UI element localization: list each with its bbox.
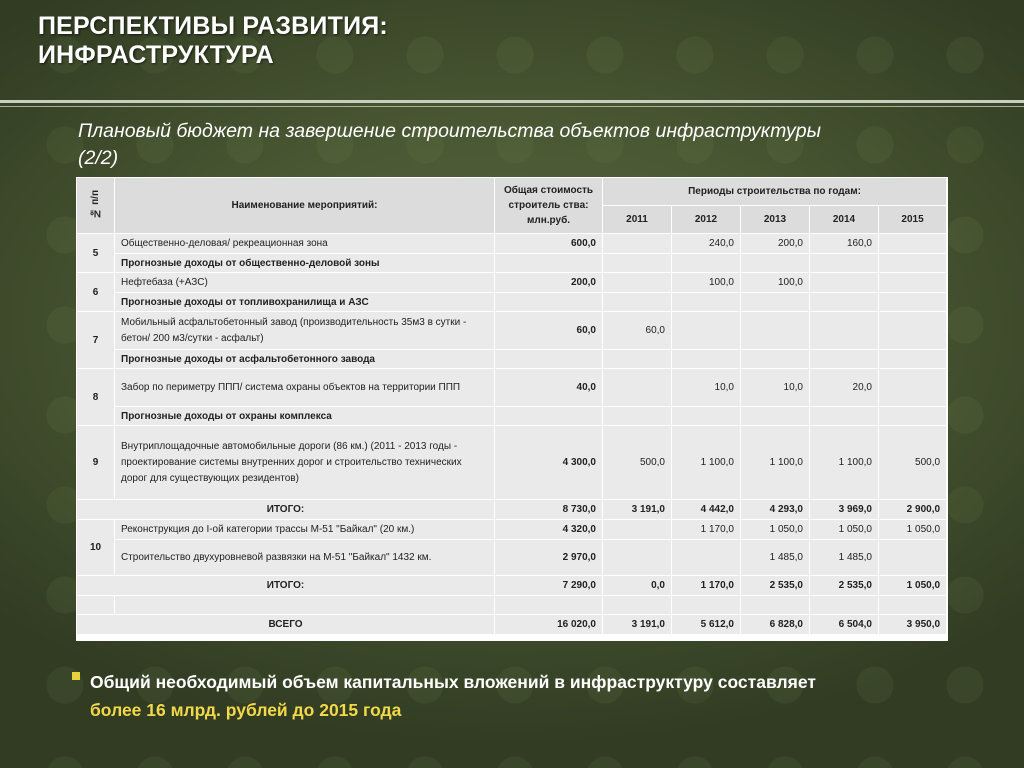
row-name: Строительство двухуровневой развязки на М-51 "Байкал" 1432 км. [115,540,495,576]
row-name: Внутриплощадочные автомобильные дороги (86 км.) (2011 - 2013 годы - проектирование системы внутренних дорог и строительство технических дорог для существующих резидентов) [115,426,495,500]
header-periods: Периоды строительства по годам: [603,178,947,206]
header-year: 2015 [879,206,947,234]
row-2014 [810,273,879,293]
row-2013: 2 535,0 [741,576,810,596]
row-2015 [879,234,947,254]
row-2011 [603,520,672,540]
total-row [77,615,947,635]
row-2014: 20,0 [810,369,879,407]
row-2012 [672,312,741,350]
row-2012 [672,540,741,576]
row-cost: 40,0 [495,369,603,407]
header-cost: Общая стоимость строитель ства: млн.руб. [495,178,603,234]
title-line-1: ПЕРСПЕКТИВЫ РАЗВИТИЯ: [38,12,388,40]
row-2011: 60,0 [603,312,672,350]
subtitle-line-1: Плановый бюджет на завершение строительства объектов инфраструктуры [78,120,821,142]
header-year: 2012 [672,206,741,234]
row-forecast-income: Прогнозные доходы от асфальтобетонного завода [115,350,495,369]
row-forecast-income: Прогнозные доходы от охраны комплекса [115,407,495,426]
table-row [77,234,947,254]
summary-text [90,668,950,724]
row-2015: 500,0 [879,426,947,500]
row-2011 [603,234,672,254]
table-row [77,520,947,540]
empty-row [77,596,947,615]
subtotal-label: ИТОГО: [77,500,495,520]
total-label: ВСЕГО [77,615,495,635]
row-name: Общественно-деловая/ рекреационная зона [115,234,495,254]
row-name: Реконструкция до I-ой категории трассы М-51 "Байкал" (20 км.) [115,520,495,540]
row-2014: 1 050,0 [810,520,879,540]
summary-line-1: Общий необходимый объем капитальных вложений в инфраструктуру составляет [90,672,816,692]
table-row [77,369,947,407]
row-cost: 600,0 [495,234,603,254]
budget-table [76,177,947,635]
row-2011 [603,273,672,293]
row-name: Забор по периметру ППП/ система охраны объектов на территории ППП [115,369,495,407]
row-2011: 3 191,0 [603,615,672,635]
row-number: 8 [77,369,115,426]
row-2013: 1 485,0 [741,540,810,576]
row-2013 [741,312,810,350]
header-year: 2013 [741,206,810,234]
row-name: Нефтебаза (+АЗС) [115,273,495,293]
header-divider [0,100,1024,103]
row-2013: 6 828,0 [741,615,810,635]
row-cost: 4 300,0 [495,426,603,500]
row-cost: 200,0 [495,273,603,293]
table-row [77,254,947,273]
budget-table-container [76,177,948,641]
row-2013: 1 050,0 [741,520,810,540]
header-year: 2011 [603,206,672,234]
row-2015: 1 050,0 [879,520,947,540]
row-2012: 5 612,0 [672,615,741,635]
row-2014: 160,0 [810,234,879,254]
row-2013: 10,0 [741,369,810,407]
row-2014: 2 535,0 [810,576,879,596]
row-2013: 4 293,0 [741,500,810,520]
table-row [77,426,947,500]
subtotal-label: ИТОГО: [77,576,495,596]
subtotal-row [77,576,947,596]
row-cost: 2 970,0 [495,540,603,576]
summary-line-2: более 16 млрд. рублей до 2015 года [90,700,402,720]
row-2013: 200,0 [741,234,810,254]
row-2011: 0,0 [603,576,672,596]
row-forecast-income: Прогнозные доходы от общественно-деловой зоны [115,254,495,273]
row-cost: 4 320,0 [495,520,603,540]
row-number: 6 [77,273,115,312]
row-2015 [879,540,947,576]
row-2014: 3 969,0 [810,500,879,520]
table-row [77,312,947,350]
row-2012: 1 170,0 [672,520,741,540]
row-2014 [810,312,879,350]
row-cost: 7 290,0 [495,576,603,596]
row-2012: 1 100,0 [672,426,741,500]
row-2012: 10,0 [672,369,741,407]
table-row [77,273,947,293]
slide-subtitle [78,118,978,172]
header-divider-thin [0,106,1024,107]
row-2012: 240,0 [672,234,741,254]
row-cost: 60,0 [495,312,603,350]
bullet-square-icon [72,672,80,680]
row-forecast-income: Прогнозные доходы от топливохранилища и АЗС [115,293,495,312]
page-title [38,12,388,70]
row-cost: 8 730,0 [495,500,603,520]
row-2013: 1 100,0 [741,426,810,500]
row-2015: 3 950,0 [879,615,947,635]
row-2015 [879,369,947,407]
row-2015: 1 050,0 [879,576,947,596]
table-row [77,293,947,312]
subtotal-row [77,500,947,520]
table-row [77,350,947,369]
row-2015 [879,312,947,350]
header-name: Наименование мероприятий: [115,178,495,234]
row-2011 [603,540,672,576]
row-number: 9 [77,426,115,500]
row-number: 7 [77,312,115,369]
row-2015: 2 900,0 [879,500,947,520]
table-row [77,540,947,576]
row-2011: 3 191,0 [603,500,672,520]
row-2011 [603,369,672,407]
table-row [77,407,947,426]
row-cost: 16 020,0 [495,615,603,635]
row-2015 [879,273,947,293]
row-2013: 100,0 [741,273,810,293]
row-2012: 4 442,0 [672,500,741,520]
subtitle-line-2: (2/2) [78,147,119,169]
row-2014: 1 100,0 [810,426,879,500]
header-number: № п/п [77,178,115,234]
row-2012: 1 170,0 [672,576,741,596]
row-2014: 6 504,0 [810,615,879,635]
row-number: 5 [77,234,115,273]
row-2011: 500,0 [603,426,672,500]
header-year: 2014 [810,206,879,234]
row-2012: 100,0 [672,273,741,293]
row-number: 10 [77,520,115,576]
row-2014: 1 485,0 [810,540,879,576]
title-line-2: ИНФРАСТРУКТУРА [38,41,274,69]
row-name: Мобильный асфальтобетонный завод (производительность 35м3 в сутки - бетон/ 200 м3/сутки - асфальт) [115,312,495,350]
